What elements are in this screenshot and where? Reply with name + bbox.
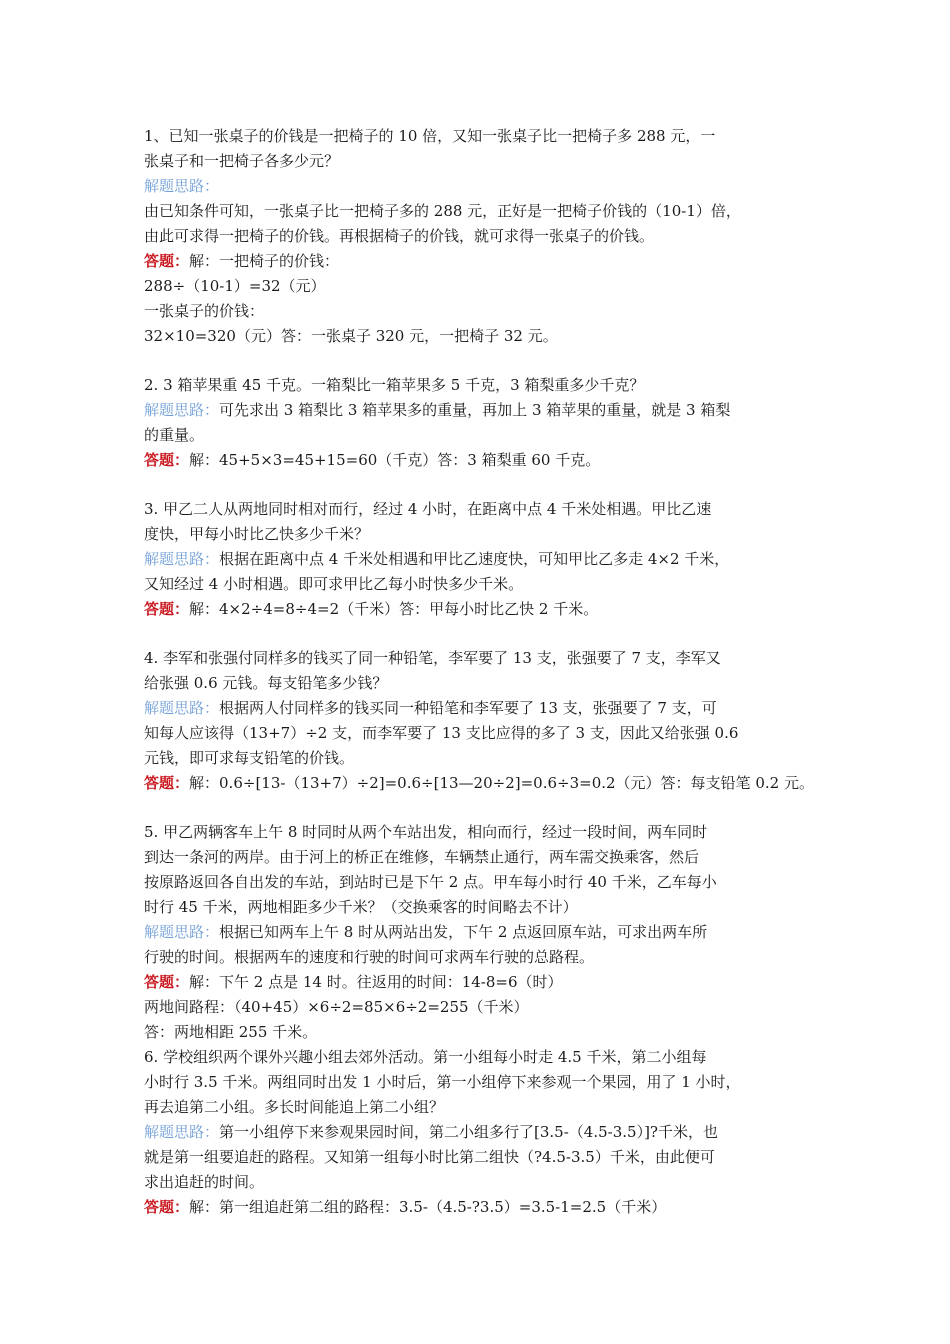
answer-line: 288÷（10-1）=32（元）: [144, 277, 326, 295]
hint-label: 解题思路：: [144, 1123, 220, 1141]
answer-text: 解：0.6÷[13-（13+7）÷2]=0.6÷[13—20÷2]=0.6÷3=0.2（元）答：每支铅笔 0.2 元。: [189, 774, 814, 792]
hint-text: 根据两人付同样多的钱买同一种铅笔和李军要了 13 支，张强要了 7 支，可: [219, 699, 717, 717]
problem-3: [144, 497, 820, 622]
question-line: 按原路返回各自出发的车站，到站时已是下午 2 点。甲车每小时行 40 千米，乙车每小: [144, 873, 717, 891]
paragraph-gap: [144, 622, 820, 646]
hint-line: 的重量。: [144, 426, 205, 444]
hint-text: 根据在距离中点 4 千米处相遇和甲比乙速度快，可知甲比乙多走 4×2 千米，: [219, 550, 730, 568]
question-line: 3. 甲乙二人从两地同时相对而行，经过 4 小时，在距离中点 4 千米处相遇。甲比乙速: [144, 500, 712, 518]
problem-2: [144, 373, 820, 473]
hint-line: 元钱，即可求每支铅笔的价钱。: [144, 749, 355, 767]
answer-line: [144, 1195, 820, 1220]
hint-line: 知每人应该得（13+7）÷2 支，而李军要了 13 支比应得的多了 3 支，因此又给张强 0.6: [144, 724, 739, 742]
answer-line: [144, 771, 820, 796]
question-line: 4. 李军和张强付同样多的钱买了同一种铅笔，李军要了 13 支，张强要了 7 支，李军又: [144, 649, 721, 667]
question-line: 张桌子和一把椅子各多少元？: [144, 152, 340, 170]
answer-line: [144, 970, 820, 995]
hint-line: [144, 174, 820, 199]
question-line: 度快，甲每小时比乙快多少千米？: [144, 525, 370, 543]
answer-line: 一张桌子的价钱：: [144, 302, 265, 320]
hint-line: 求出追赶的时间。: [144, 1173, 265, 1191]
hint-line: 行驶的时间。根据两车的速度和行驶的时间可求两车行驶的总路程。: [144, 948, 595, 966]
hint-text: 可先求出 3 箱梨比 3 箱苹果多的重量，再加上 3 箱苹果的重量，就是 3 箱梨: [219, 401, 731, 419]
hint-line: 又知经过 4 小时相遇。即可求甲比乙每小时快多少千米。: [144, 575, 524, 593]
question-line: 1、已知一张桌子的价钱是一把椅子的 10 倍，又知一张桌子比一把椅子多 288 元，一: [144, 127, 716, 145]
hint-line: [144, 398, 820, 423]
hint-text: 第一小组停下来参观果园时间，第二小组多行了[3.5-（4.5-3.5）]?千米，也: [219, 1123, 718, 1141]
hint-label: 解题思路：: [144, 177, 220, 195]
question-line: 再去追第二小组。多长时间能追上第二小组？: [144, 1098, 445, 1116]
answer-label: 答题：: [144, 774, 190, 792]
hint-label: 解题思路：: [144, 550, 220, 568]
question-line: 6. 学校组织两个课外兴趣小组去郊外活动。第一小组每小时走 4.5 千米，第二小组每: [144, 1048, 707, 1066]
answer-label: 答题：: [144, 1198, 190, 1216]
answer-line: [144, 249, 820, 274]
hint-line: [144, 696, 820, 721]
hint-label: 解题思路：: [144, 699, 220, 717]
answer-label: 答题：: [144, 252, 190, 270]
answer-line: [144, 597, 820, 622]
hint-text: 根据已知两车上午 8 时从两站出发，下午 2 点返回原车站，可求出两车所: [219, 923, 708, 941]
answer-text: 解：第一组追赶第二组的路程：3.5-（4.5-?3.5）=3.5-1=2.5（千米）: [189, 1198, 667, 1216]
problem-5: [144, 820, 820, 1045]
answer-text: 解：4×2÷4=8÷4=2（千米）答：甲每小时比乙快 2 千米。: [189, 600, 599, 618]
answer-text: 解：45+5×3=45+15=60（千克）答：3 箱梨重 60 千克。: [189, 451, 601, 469]
paragraph-gap: [144, 473, 820, 497]
answer-text: 解：一把椅子的价钱：: [189, 252, 340, 270]
question-line: 小时行 3.5 千米。两组同时出发 1 小时后，第一小组停下来参观一个果园，用了 1 小时，: [144, 1073, 741, 1091]
question-line: 2. 3 箱苹果重 45 千克。一箱梨比一箱苹果多 5 千克，3 箱梨重多少千克？: [144, 376, 645, 394]
hint-line: [144, 920, 820, 945]
problem-1: [144, 124, 820, 349]
question-line: 时行 45 千米，两地相距多少千米？（交换乘客的时间略去不计）: [144, 898, 578, 916]
answer-text: 解：下午 2 点是 14 时。往返用的时间：14-8=6（时）: [189, 973, 563, 991]
paragraph-gap: [144, 349, 820, 373]
answer-label: 答题：: [144, 451, 190, 469]
answer-line: 32×10=320（元）答：一张桌子 320 元，一把椅子 32 元。: [144, 327, 558, 345]
hint-label: 解题思路：: [144, 401, 220, 419]
answer-line: [144, 448, 820, 473]
hint-line: 由已知条件可知，一张桌子比一把椅子多的 288 元，正好是一把椅子价钱的（10-1）倍，: [144, 202, 741, 220]
answer-line: 答：两地相距 255 千米。: [144, 1023, 318, 1041]
answer-label: 答题：: [144, 600, 190, 618]
hint-line: [144, 547, 820, 572]
answer-label: 答题：: [144, 973, 190, 991]
hint-line: [144, 1120, 820, 1145]
question-line: 5. 甲乙两辆客车上午 8 时同时从两个车站出发，相向而行，经过一段时间，两车同时: [144, 823, 708, 841]
question-line: 给张强 0.6 元钱。每支铅笔多少钱？: [144, 674, 388, 692]
question-line: 到达一条河的两岸。由于河上的桥正在维修，车辆禁止通行，两车需交换乘客，然后: [144, 848, 700, 866]
answer-line: 两地间路程：（40+45）×6÷2=85×6÷2=255（千米）: [144, 998, 529, 1016]
problem-6: [144, 1045, 820, 1220]
hint-line: 就是第一组要追赶的路程。又知第一组每小时比第二组快（?4.5-3.5）千米，由此便可: [144, 1148, 715, 1166]
hint-line: 由此可求得一把椅子的价钱。再根据椅子的价钱，就可求得一张桌子的价钱。: [144, 227, 655, 245]
paragraph-gap: [144, 796, 820, 820]
hint-label: 解题思路：: [144, 923, 220, 941]
problem-4: [144, 646, 820, 796]
